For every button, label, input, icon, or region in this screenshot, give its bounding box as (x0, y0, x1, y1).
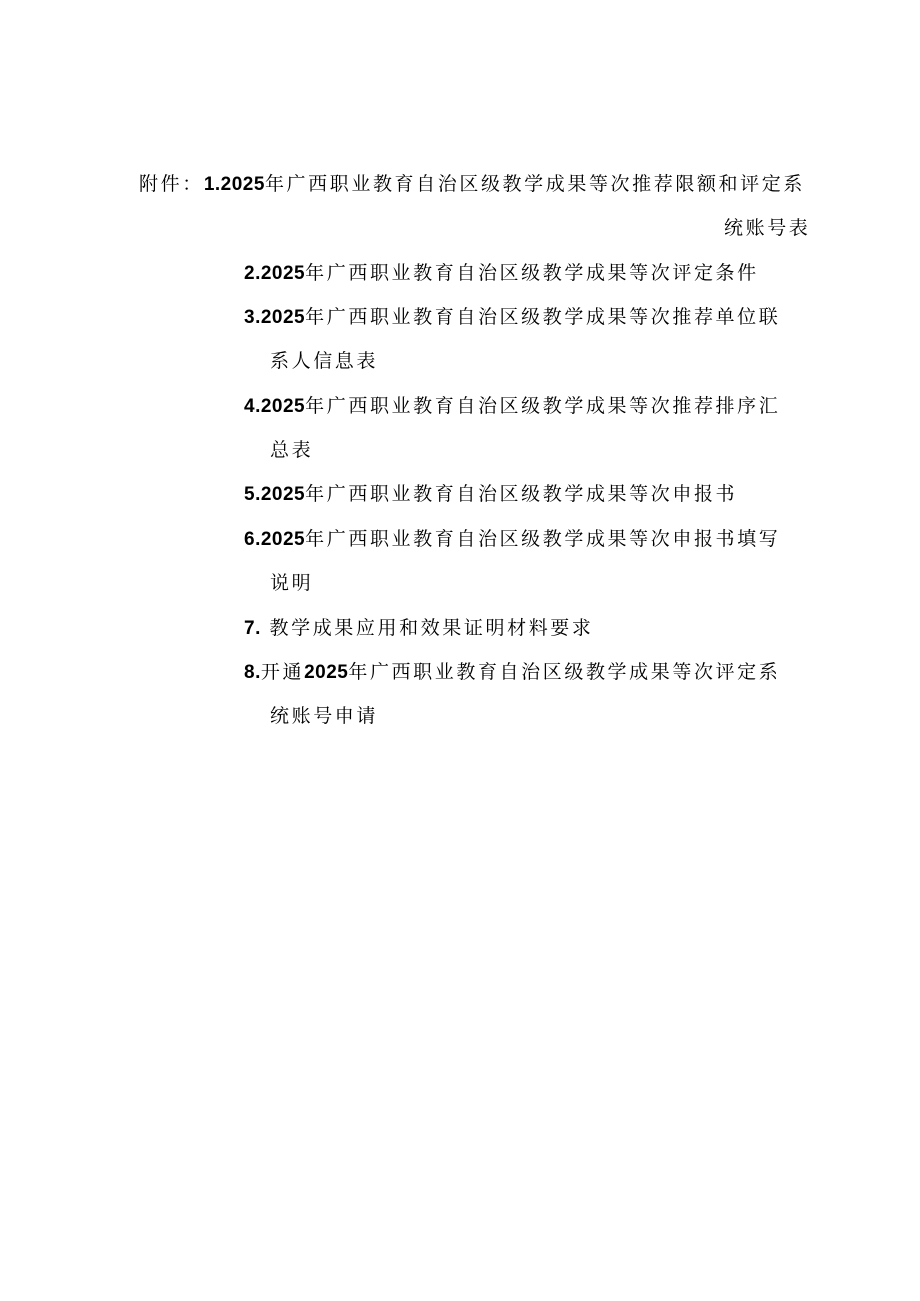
attachment-item-3-continued (270, 349, 378, 373)
item-year: 2025 (304, 662, 349, 683)
attachment-item-3 (244, 305, 780, 330)
item-title: 年广西职业教育自治区级教学成果等次评定条件 (305, 262, 759, 284)
attachment-item-8-continued (270, 704, 378, 728)
attachment-item-1 (139, 172, 805, 197)
attachment-item-4 (244, 394, 780, 419)
item-number: 7. (244, 618, 261, 639)
item-title: 年广西职业教育自治区级教学成果等次申报书 (305, 483, 738, 505)
item-number: 6. (244, 529, 261, 550)
item-year: 2025 (260, 307, 306, 328)
attachment-prefix: 附件： (139, 173, 204, 195)
item-title: 年广西职业教育自治区级教学成果等次推荐单位联 (305, 306, 781, 328)
item-year: 2025 (260, 484, 306, 505)
attachment-item-7 (244, 616, 594, 641)
item-number: 2. (244, 263, 261, 284)
item-number: 3. (244, 307, 261, 328)
item-title: 年广西职业教育自治区级教学成果等次推荐限额和评定系 (264, 173, 805, 195)
item-number: 5. (244, 484, 261, 505)
item-year: 2025 (260, 263, 306, 284)
item-title-continued: 统账号申请 (270, 705, 379, 727)
attachment-item-5 (244, 482, 737, 507)
item-title: 年广西职业教育自治区级教学成果等次评定系 (348, 661, 781, 683)
attachment-item-1-continued (724, 216, 810, 240)
item-year: 2025 (220, 174, 265, 195)
attachment-item-8 (244, 660, 780, 685)
item-number: 8. (244, 662, 261, 683)
item-title: 年广西职业教育自治区级教学成果等次申报书填写 (305, 528, 781, 550)
attachment-item-4-continued (270, 438, 313, 462)
item-year: 2025 (260, 396, 306, 417)
attachment-item-6 (244, 527, 780, 552)
item-title-continued: 统账号表 (724, 217, 811, 239)
item-title-continued: 系人信息表 (270, 350, 379, 372)
item-title: 教学成果应用和效果证明材料要求 (260, 617, 594, 639)
item-year: 2025 (260, 529, 306, 550)
attachment-item-2 (244, 261, 759, 286)
attachment-item-6-continued (270, 571, 313, 595)
item-title-continued: 说明 (270, 572, 314, 594)
item-title-prefix: 开通 (260, 661, 305, 683)
item-title: 年广西职业教育自治区级教学成果等次推荐排序汇 (305, 395, 781, 417)
item-title-continued: 总表 (270, 439, 314, 461)
item-number: 4. (244, 396, 261, 417)
item-number: 1. (203, 174, 221, 195)
